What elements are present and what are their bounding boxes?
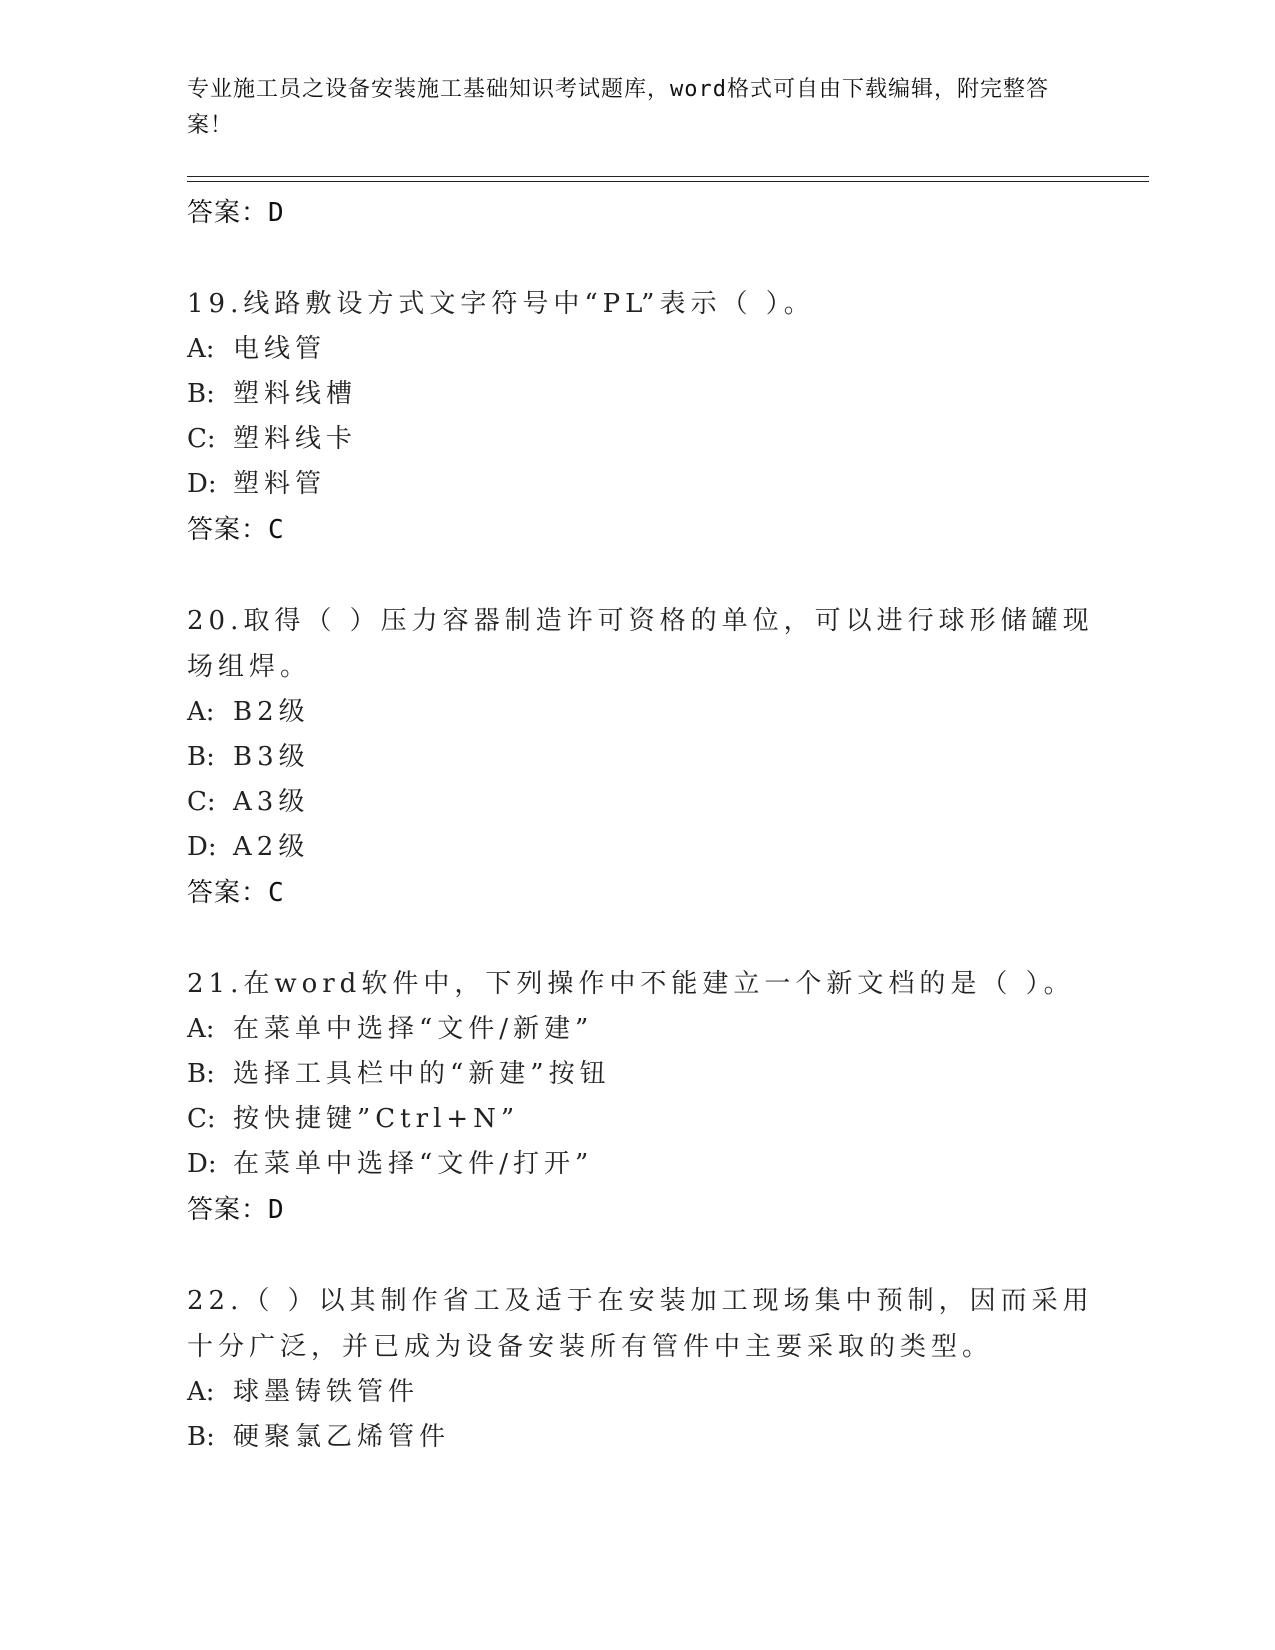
option-key: B: xyxy=(187,1059,215,1089)
document-header: 专业施工员之设备安装施工基础知识考试题库，word格式可自由下载编辑，附完整答案！ xyxy=(187,77,1049,138)
option-key: A: xyxy=(187,334,215,364)
option-text: 电线管 xyxy=(233,334,327,364)
option-key: B: xyxy=(187,742,215,772)
option-key: A: xyxy=(187,1377,215,1407)
option-text: 在菜单中选择“文件/新建” xyxy=(233,1014,594,1044)
option-c xyxy=(187,417,1107,462)
question-block-19 xyxy=(187,281,1107,553)
answer-line: 答案：D xyxy=(187,198,285,228)
option-key: C: xyxy=(187,1104,216,1134)
option-text: 硬聚氯乙烯管件 xyxy=(233,1422,451,1452)
option-key: C: xyxy=(187,787,216,817)
question-text: 22.（ ）以其制作省工及适于在安装加工现场集中预制，因而采用十分广泛，并已成为设备安装所有管件中主要采取的类型。 xyxy=(187,1286,1094,1362)
question-block-22 xyxy=(187,1278,1107,1460)
option-b xyxy=(187,735,1107,780)
option-d xyxy=(187,462,1107,507)
answer-line: 答案：C xyxy=(187,878,285,908)
option-text: 塑料管 xyxy=(233,469,327,499)
option-text: A3级 xyxy=(233,787,310,817)
answer-line: 答案：C xyxy=(187,515,285,545)
option-a xyxy=(187,327,1107,372)
option-text: 塑料线槽 xyxy=(233,379,358,409)
option-key: D: xyxy=(187,469,217,499)
option-c xyxy=(187,1097,1107,1142)
option-b xyxy=(187,372,1107,417)
option-d xyxy=(187,825,1107,870)
option-b xyxy=(187,1415,1107,1460)
question-text: 21.在word软件中，下列操作中不能建立一个新文档的是（ ）。 xyxy=(187,969,1075,999)
option-text: 球墨铸铁管件 xyxy=(233,1377,420,1407)
option-text: 按快捷键”Ctrl+N” xyxy=(233,1104,520,1134)
question-text: 20.取得（ ）压力容器制造许可资格的单位，可以进行球形储罐现场组焊。 xyxy=(187,606,1094,682)
option-key: B: xyxy=(187,379,215,409)
option-key: A: xyxy=(187,697,215,727)
option-c xyxy=(187,780,1107,825)
option-b xyxy=(187,1052,1107,1097)
option-key: A: xyxy=(187,1014,215,1044)
option-text: 选择工具栏中的“新建”按钮 xyxy=(233,1059,611,1089)
option-a xyxy=(187,1370,1107,1415)
question-text: 19.线路敷设方式文字符号中“PL”表示（ ）。 xyxy=(187,289,815,319)
header-divider-double xyxy=(187,181,1149,182)
option-text: B3级 xyxy=(233,742,310,772)
question-block-21 xyxy=(187,961,1107,1233)
question-block-20 xyxy=(187,598,1107,916)
option-text: 在菜单中选择“文件/打开” xyxy=(233,1149,594,1179)
question-list xyxy=(187,190,1107,1460)
option-key: B: xyxy=(187,1422,215,1452)
option-a xyxy=(187,1007,1107,1052)
option-key: D: xyxy=(187,832,217,862)
option-key: D: xyxy=(187,1149,217,1179)
option-d xyxy=(187,1142,1107,1187)
answer-line: 答案：D xyxy=(187,1195,285,1225)
option-key: C: xyxy=(187,424,216,454)
option-text: A2级 xyxy=(233,832,310,862)
option-text: B2级 xyxy=(233,697,310,727)
header-divider xyxy=(187,176,1149,177)
option-text: 塑料线卡 xyxy=(233,424,358,454)
option-a xyxy=(187,690,1107,735)
